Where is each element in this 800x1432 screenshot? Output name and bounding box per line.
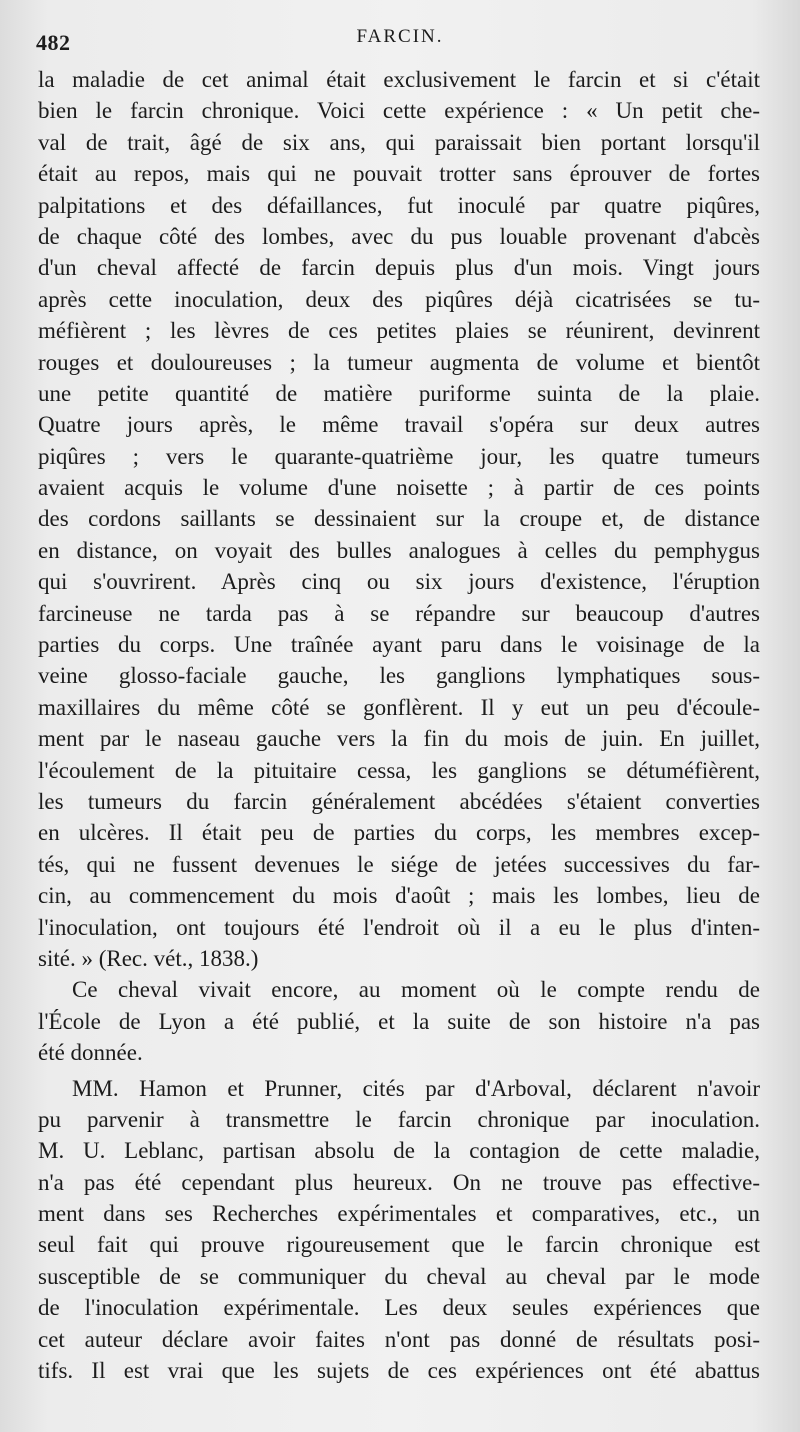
- text-line: tés, qui ne fussent devenues le siége de jetées successives du far-: [38, 851, 760, 877]
- text-line: Quatre jours après, le même travail s'opéra sur deux autres: [38, 412, 760, 438]
- text-line: l'écoulement de la pituitaire cessa, les ganglions se détuméfièrent,: [38, 757, 760, 783]
- text-line: de chaque côté des lombes, avec du pus louable provenant d'abcès: [38, 223, 760, 249]
- running-title: FARCIN.: [356, 26, 444, 47]
- page-number: 482: [36, 30, 71, 55]
- text-line: ment dans ses Recherches expérimentales et comparatives, etc., un: [38, 1201, 760, 1227]
- text-line: susceptible de se communiquer du cheval au cheval par le mode: [38, 1263, 760, 1289]
- text-line: en distance, on voyait des bulles analogues à celles du pemphygus: [38, 537, 760, 563]
- text-line: ment par le naseau gauche vers la fin du mois de juin. En juillet,: [38, 726, 760, 752]
- text-line: val de trait, âgé de six ans, qui paraissait bien portant lorsqu'il: [38, 129, 760, 155]
- text-line: en ulcères. Il était peu de parties du corps, les membres excep-: [38, 820, 760, 846]
- text-line: d'un cheval affecté de farcin depuis plus d'un mois. Vingt jours: [38, 255, 760, 281]
- text-line: M. U. Leblanc, partisan absolu de la contagion de cette maladie,: [38, 1138, 760, 1164]
- text-line: piqûres ; vers le quarante-quatrième jour, les quatre tumeurs: [38, 443, 760, 469]
- text-line: des cordons saillants se dessinaient sur la croupe et, de distance: [38, 506, 760, 532]
- text-line: rouges et douloureuses ; la tumeur augmenta de volume et bientôt: [38, 349, 760, 375]
- text-line: les tumeurs du farcin généralement abcédées s'étaient converties: [38, 788, 760, 814]
- text-line: pu parvenir à transmettre le farcin chronique par inoculation.: [38, 1106, 760, 1132]
- text-line: parties du corps. Une traînée ayant paru dans le voisinage de la: [38, 632, 760, 658]
- text-line: sité. » (Rec. vét., 1838.): [38, 945, 259, 971]
- text-line: farcineuse ne tarda pas à se répandre sur beaucoup d'autres: [38, 600, 760, 626]
- text-line: après cette inoculation, deux des piqûres déjà cicatrisées se tu-: [38, 286, 760, 312]
- text-line: palpitations et des défaillances, fut inoculé par quatre piqûres,: [38, 192, 760, 218]
- text-line: une petite quantité de matière puriforme suinta de la plaie.: [38, 380, 760, 406]
- text-line: avaient acquis le volume d'une noisette ; à partir de ces points: [38, 475, 760, 501]
- text-line: était au repos, mais qui ne pouvait trotter sans éprouver de fortes: [38, 161, 760, 187]
- text-line: cet auteur déclare avoir faites n'ont pas donné de résultats posi-: [38, 1326, 760, 1352]
- page-header: [30, 26, 770, 60]
- text-line: maxillaires du même côté se gonflèrent. Il y eut un peu d'écoule-: [38, 694, 760, 720]
- text-line: veine glosso-faciale gauche, les ganglions lymphatiques sous-: [38, 663, 760, 689]
- text-line: Ce cheval vivait encore, au moment où le compte rendu de: [72, 977, 760, 1003]
- text-line: cin, au commencement du mois d'août ; mais les lombes, lieu de: [38, 883, 760, 909]
- text-line: qui s'ouvrirent. Après cinq ou six jours d'existence, l'éruption: [38, 569, 760, 595]
- text-line: l'inoculation, ont toujours été l'endroit où il a eu le plus d'inten-: [38, 914, 760, 940]
- body-text: [38, 64, 760, 1386]
- text-line: MM. Hamon et Prunner, cités par d'Arboval, déclarent n'avoir: [72, 1075, 760, 1101]
- text-line: seul fait qui prouve rigoureusement que le farcin chronique est: [38, 1232, 760, 1258]
- text-line: été donnée.: [38, 1040, 143, 1066]
- text-line: tifs. Il est vrai que les sujets de ces expériences ont été abattus: [38, 1358, 760, 1384]
- text-line: méfièrent ; les lèvres de ces petites plaies se réunirent, devinrent: [38, 318, 760, 344]
- text-line: l'École de Lyon a été publié, et la suite de son histoire n'a pas: [38, 1008, 760, 1034]
- text-line: la maladie de cet animal était exclusivement le farcin et si c'était: [38, 67, 760, 92]
- text-line: bien le farcin chronique. Voici cette expérience : « Un petit che-: [38, 98, 760, 124]
- text-line: de l'inoculation expérimentale. Les deux seules expériences que: [38, 1295, 760, 1321]
- text-line: n'a pas été cependant plus heureux. On ne trouve pas effective-: [38, 1169, 760, 1195]
